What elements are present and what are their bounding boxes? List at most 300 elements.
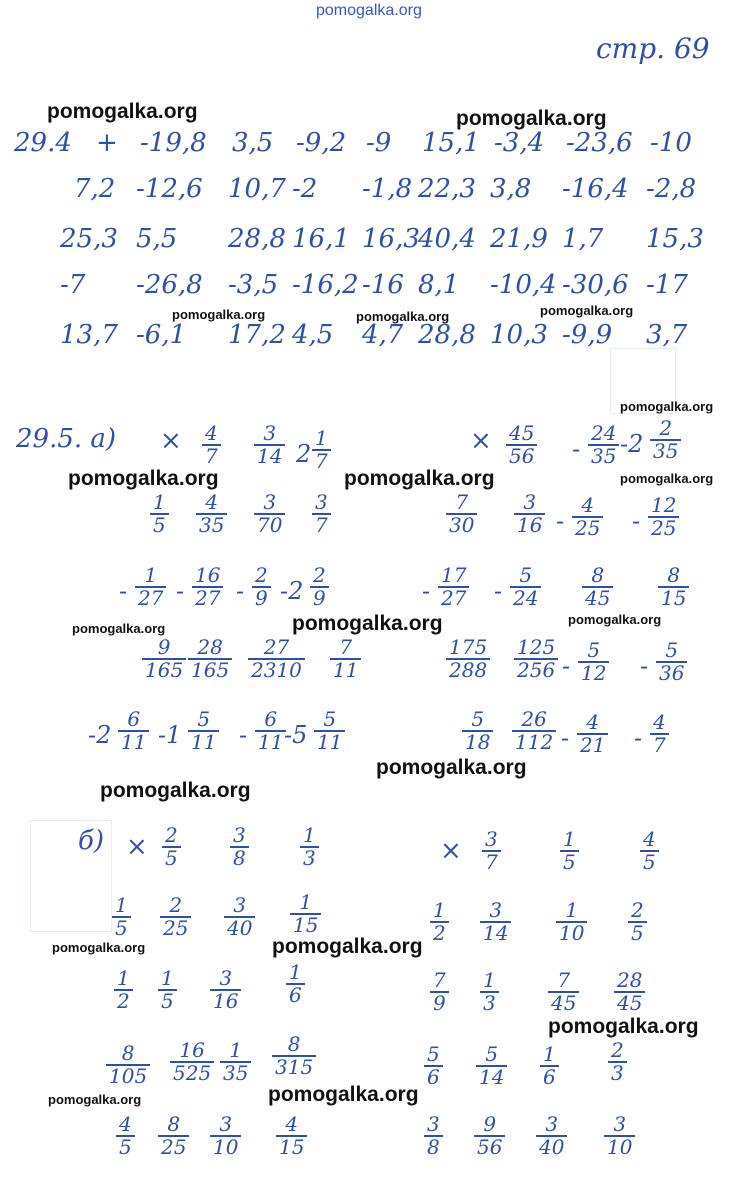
fraction: [162, 825, 181, 869]
numerator: 125: [517, 635, 556, 659]
table-cell: -12,6: [136, 174, 203, 204]
table-cell: 15,3: [646, 224, 704, 254]
numerator: 1: [299, 890, 313, 914]
fraction: [142, 637, 186, 681]
watermark-text: pomogalka.org: [292, 612, 443, 635]
denominator: 2: [430, 921, 449, 944]
fraction: [514, 637, 558, 681]
numerator: 3: [485, 827, 498, 851]
table-cell: 22,3: [418, 174, 476, 204]
denominator: 45: [614, 991, 645, 1014]
numerator: 4: [643, 827, 656, 851]
denominator: 24: [510, 586, 541, 609]
denominator: 25: [572, 516, 603, 539]
denominator: 14: [254, 444, 285, 467]
fraction: [160, 895, 191, 939]
numerator: 16: [179, 1038, 205, 1062]
denominator: 56: [474, 1135, 505, 1158]
table-cell: 16,3: [362, 224, 420, 254]
denominator: 5: [150, 513, 169, 536]
fraction-prefix: -: [634, 724, 643, 752]
denominator: 27: [438, 586, 469, 609]
fraction-prefix: -: [236, 577, 245, 605]
fraction-prefix: -: [119, 577, 128, 605]
denominator: 7: [202, 444, 221, 467]
denominator: 165: [142, 658, 186, 681]
numerator: 5: [485, 1042, 499, 1066]
fraction: [650, 712, 669, 756]
table-cell: 28,8: [418, 320, 476, 350]
table-row-label: 13,7: [60, 320, 118, 350]
fraction: [150, 492, 169, 536]
fraction-prefix: -: [556, 507, 565, 535]
fraction: [656, 640, 687, 684]
fraction: [314, 709, 345, 753]
denominator: 14: [476, 1065, 507, 1088]
fraction-prefix: -5: [284, 721, 308, 749]
fraction: [548, 970, 579, 1014]
fraction-prefix: -: [176, 577, 185, 605]
numerator: 2: [611, 1038, 624, 1062]
table-header-cell: 3,5: [232, 128, 274, 158]
denominator: 3: [480, 991, 499, 1014]
denominator: 21: [577, 733, 608, 756]
fraction: [192, 565, 223, 609]
numerator: 3: [613, 1112, 627, 1136]
fraction: [255, 709, 286, 753]
fraction: [430, 970, 449, 1014]
table-cell: -2: [292, 174, 318, 204]
denominator: 7: [482, 850, 501, 873]
table-cell: -1,8: [362, 174, 413, 204]
fraction: [578, 640, 609, 684]
page-label: стр. 69: [596, 32, 710, 65]
denominator: 25: [648, 516, 679, 539]
fraction: [252, 565, 271, 609]
fraction: [438, 565, 469, 609]
denominator: 5: [116, 1135, 135, 1158]
denominator: 288: [446, 658, 490, 681]
fraction: [608, 1040, 627, 1084]
table-cell: 17,2: [228, 320, 286, 350]
fraction-prefix: -: [422, 577, 431, 605]
denominator: 112: [512, 730, 556, 753]
fraction: [300, 825, 319, 869]
exercise-label-29-5-a: 29.5. а): [16, 424, 117, 454]
fraction: [224, 895, 255, 939]
table-header-cell: -3,4: [494, 128, 545, 158]
fraction-prefix: -2: [280, 577, 304, 605]
watermark-text: pomogalka.org: [540, 303, 634, 318]
denominator: 256: [514, 658, 558, 681]
fraction: [158, 1114, 189, 1158]
denominator: 45: [582, 586, 613, 609]
denominator: 6: [540, 1065, 559, 1088]
fraction-prefix: -1: [158, 721, 182, 749]
fraction: [230, 825, 249, 869]
fraction: [310, 565, 329, 609]
table-cell: -16,2: [292, 270, 359, 300]
denominator: 30: [446, 513, 477, 536]
denominator: 7: [312, 513, 331, 536]
numerator: 1: [563, 827, 576, 851]
fraction: [272, 1034, 316, 1078]
fraction: [556, 900, 587, 944]
fraction: [114, 968, 133, 1012]
denominator: 105: [106, 1064, 150, 1087]
operator-times: ×: [126, 832, 148, 862]
numerator: 5: [427, 1042, 440, 1066]
table-cell: -10,4: [490, 270, 557, 300]
fraction-prefix: -: [239, 721, 248, 749]
numerator: 4: [205, 490, 219, 514]
fraction: [536, 1114, 567, 1158]
denominator: 35: [220, 1061, 251, 1084]
numerator: 4: [285, 1112, 299, 1136]
watermark-text: pomogalka.org: [172, 307, 266, 322]
watermark-text: pomogalka.org: [272, 935, 423, 958]
fraction: [330, 637, 361, 681]
fraction-prefix: -2: [620, 430, 644, 458]
fraction-prefix: -: [632, 507, 641, 535]
table-cell: 10,7: [228, 174, 286, 204]
denominator: 14: [480, 921, 511, 944]
denominator: 6: [424, 1065, 443, 1088]
numerator: 3: [489, 898, 503, 922]
fraction: [604, 1114, 635, 1158]
denominator: 2310: [248, 658, 305, 681]
watermark-text: pomogalka.org: [548, 1015, 699, 1038]
table-header-cell: 15,1: [422, 128, 480, 158]
fraction-prefix: -: [572, 435, 581, 463]
numerator: 1: [433, 898, 446, 922]
numerator: 1: [153, 490, 166, 514]
denominator: 12: [578, 661, 609, 684]
table-cell: 40,4: [418, 224, 476, 254]
fraction: [312, 428, 331, 472]
watermark-text: pomogalka.org: [47, 100, 198, 123]
fraction: [106, 1043, 150, 1087]
numerator: 17: [441, 563, 467, 587]
table-cell: -2,8: [646, 174, 697, 204]
numerator: 12: [651, 493, 677, 517]
numerator: 3: [219, 1112, 233, 1136]
fraction: [506, 423, 537, 467]
table-cell: 4,5: [292, 320, 334, 350]
denominator: 16: [210, 989, 241, 1012]
operator-times: ×: [470, 426, 492, 456]
table-cell: 4,7: [362, 320, 404, 350]
numerator: 6: [127, 707, 141, 731]
denominator: 9: [310, 586, 329, 609]
denominator: 525: [170, 1061, 214, 1084]
table-header-cell: -10: [650, 128, 692, 158]
denominator: 11: [118, 730, 149, 753]
table-cell: -6,1: [136, 320, 187, 350]
fraction: [290, 892, 321, 936]
numerator: 1: [543, 1042, 556, 1066]
denominator: 9: [430, 991, 449, 1014]
numerator: 4: [586, 710, 600, 734]
table-header-cell: -9,2: [296, 128, 347, 158]
denominator: 3: [300, 846, 319, 869]
fraction: [202, 423, 221, 467]
fraction: [196, 492, 227, 536]
denominator: 40: [536, 1135, 567, 1158]
exercise-label-29-5-b: б): [78, 826, 105, 856]
fraction: [112, 895, 131, 939]
numerator: 3: [263, 421, 277, 445]
numerator: 4: [581, 493, 595, 517]
fraction: [650, 418, 681, 462]
table-cell: 5,5: [136, 224, 178, 254]
denominator: 11: [255, 730, 286, 753]
denominator: 5: [158, 989, 177, 1012]
table-cell: 1,7: [562, 224, 604, 254]
table-header-cell: -9: [366, 128, 392, 158]
operator-plus: +: [96, 128, 118, 158]
numerator: 16: [195, 563, 221, 587]
denominator: 35: [650, 439, 681, 462]
fraction: [118, 709, 149, 753]
denominator: 15: [658, 586, 689, 609]
numerator: 3: [523, 490, 537, 514]
fraction: [446, 492, 477, 536]
numerator: 1: [565, 898, 579, 922]
fraction: [577, 712, 608, 756]
denominator: 35: [588, 444, 619, 467]
fraction: [430, 900, 449, 944]
numerator: 26: [521, 707, 547, 731]
fraction: [210, 1114, 241, 1158]
denominator: 25: [158, 1135, 189, 1158]
denominator: 40: [224, 916, 255, 939]
numerator: 3: [233, 823, 246, 847]
numerator: 8: [287, 1032, 301, 1056]
fraction: [220, 1040, 251, 1084]
fraction: [446, 637, 490, 681]
table-header-cell: -19,8: [140, 128, 207, 158]
numerator: 1: [289, 960, 302, 984]
numerator: 5: [519, 563, 533, 587]
fraction: [424, 1114, 443, 1158]
numerator: 1: [117, 966, 130, 990]
table-cell: 28,8: [228, 224, 286, 254]
numerator: 3: [315, 490, 328, 514]
numerator: 3: [263, 490, 277, 514]
site-header-text[interactable]: pomogalka.org: [316, 2, 422, 19]
numerator: 2: [631, 898, 644, 922]
fraction-prefix: -: [640, 652, 649, 680]
numerator: 7: [557, 968, 571, 992]
fraction: [628, 900, 647, 944]
numerator: 1: [115, 893, 128, 917]
fraction: [648, 495, 679, 539]
numerator: 2: [165, 823, 178, 847]
numerator: 1: [303, 823, 316, 847]
watermark-text: pomogalka.org: [620, 471, 714, 486]
table-cell: -30,6: [562, 270, 629, 300]
fraction-prefix: 2: [296, 440, 312, 468]
denominator: 10: [604, 1135, 635, 1158]
denominator: 27: [192, 586, 223, 609]
numerator: 2: [313, 563, 326, 587]
fraction: [286, 962, 305, 1006]
fraction: [480, 970, 499, 1014]
numerator: 9: [157, 635, 171, 659]
fraction: [512, 709, 556, 753]
fraction: [248, 637, 305, 681]
denominator: 35: [196, 513, 227, 536]
table-cell: -16,4: [562, 174, 629, 204]
denominator: 70: [254, 513, 285, 536]
denominator: 8: [424, 1135, 443, 1158]
numerator: 45: [509, 421, 535, 445]
watermark-text: pomogalka.org: [376, 756, 527, 779]
fraction: [462, 709, 493, 753]
numerator: 4: [653, 710, 666, 734]
denominator: 25: [160, 916, 191, 939]
operator-times: ×: [160, 426, 182, 456]
numerator: 28: [617, 968, 643, 992]
fraction: [482, 829, 501, 873]
table-cell: -9,9: [562, 320, 613, 350]
numerator: 5: [323, 707, 337, 731]
fraction: [572, 495, 603, 539]
numerator: 6: [264, 707, 278, 731]
denominator: 5: [640, 850, 659, 873]
operator-times: ×: [440, 836, 462, 866]
numerator: 7: [433, 968, 446, 992]
numerator: 1: [144, 563, 158, 587]
table-cell: 16,1: [292, 224, 350, 254]
fraction: [312, 492, 331, 536]
watermark-text: pomogalka.org: [456, 107, 607, 130]
denominator: 165: [188, 658, 232, 681]
numerator: 4: [205, 421, 218, 445]
numerator: 4: [119, 1112, 132, 1136]
numerator: 28: [197, 635, 223, 659]
denominator: 5: [628, 921, 647, 944]
watermark-text: pomogalka.org: [52, 940, 146, 955]
denominator: 27: [135, 586, 166, 609]
table-cell: 10,3: [490, 320, 548, 350]
fraction: [514, 492, 545, 536]
fraction: [188, 709, 219, 753]
denominator: 11: [330, 658, 361, 681]
denominator: 36: [656, 661, 687, 684]
table-cell: 3,8: [490, 174, 532, 204]
denominator: 11: [188, 730, 219, 753]
table-header-cell: -23,6: [566, 128, 633, 158]
numerator: 1: [161, 966, 174, 990]
fraction: [560, 829, 579, 873]
numerator: 8: [667, 563, 681, 587]
numerator: 24: [591, 421, 617, 445]
table-cell: 3,7: [646, 320, 688, 350]
numerator: 1: [229, 1038, 243, 1062]
numerator: 8: [167, 1112, 181, 1136]
denominator: 18: [462, 730, 493, 753]
fraction: [254, 492, 285, 536]
numerator: 3: [427, 1112, 440, 1136]
table-cell: -3,5: [228, 270, 279, 300]
exercise-label: 29.4: [14, 128, 72, 158]
fraction: [254, 423, 285, 467]
table-row-label: 25,3: [60, 224, 118, 254]
fraction: [170, 1040, 214, 1084]
fraction: [188, 637, 232, 681]
fraction: [135, 565, 166, 609]
denominator: 7: [312, 449, 331, 472]
denominator: 16: [514, 513, 545, 536]
numerator: 1: [483, 968, 496, 992]
table-cell: -17: [646, 270, 688, 300]
numerator: 2: [169, 893, 183, 917]
fraction: [582, 565, 613, 609]
fraction-prefix: -: [494, 577, 503, 605]
fraction-prefix: -: [562, 652, 571, 680]
numerator: 5: [665, 638, 679, 662]
numerator: 8: [121, 1041, 135, 1065]
numerator: 1: [315, 426, 328, 450]
denominator: 15: [276, 1135, 307, 1158]
fraction: [276, 1114, 307, 1158]
table-cell: 21,9: [490, 224, 548, 254]
fraction: [424, 1044, 443, 1088]
numerator: 3: [219, 966, 233, 990]
fraction: [116, 1114, 135, 1158]
numerator: 2: [255, 563, 268, 587]
denominator: 9: [252, 586, 271, 609]
denominator: 15: [290, 913, 321, 936]
denominator: 8: [230, 846, 249, 869]
numerator: 5: [587, 638, 601, 662]
fraction-prefix: -2: [88, 721, 112, 749]
watermark-text: pomogalka.org: [620, 399, 714, 414]
numerator: 7: [339, 635, 353, 659]
numerator: 27: [263, 635, 290, 659]
denominator: 5: [112, 916, 131, 939]
denominator: 10: [210, 1135, 241, 1158]
table-cell: -26,8: [136, 270, 203, 300]
table-cell: -16: [362, 270, 404, 300]
fraction-prefix: -: [561, 724, 570, 752]
fraction: [658, 565, 689, 609]
numerator: 9: [483, 1112, 497, 1136]
fraction: [474, 1114, 505, 1158]
denominator: 5: [162, 846, 181, 869]
watermark-text: pomogalka.org: [72, 621, 166, 636]
numerator: 5: [471, 707, 485, 731]
table-cell: 8,1: [418, 270, 460, 300]
fraction: [158, 968, 177, 1012]
denominator: 5: [560, 850, 579, 873]
denominator: 2: [114, 989, 133, 1012]
numerator: 8: [591, 563, 605, 587]
denominator: 56: [506, 444, 537, 467]
denominator: 45: [548, 991, 579, 1014]
table-row-label: 7,2: [74, 174, 116, 204]
denominator: 6: [286, 983, 305, 1006]
denominator: 315: [272, 1055, 316, 1078]
numerator: 3: [233, 893, 247, 917]
fraction: [510, 565, 541, 609]
fraction: [476, 1044, 507, 1088]
watermark-text: pomogalka.org: [568, 612, 662, 627]
fraction: [210, 968, 241, 1012]
denominator: 10: [556, 921, 587, 944]
